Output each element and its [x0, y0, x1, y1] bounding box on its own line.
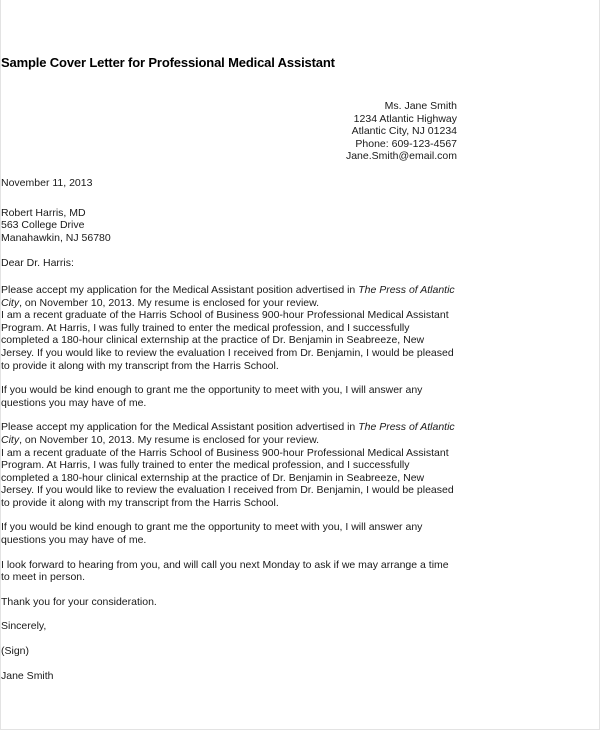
p1-text-before-publication: Please accept my application for the Medical Assistant position advertised in	[1, 283, 359, 296]
body-paragraph-3-detail: I am a recent graduate of the Harris School of Business 900-hour Professional Medical Assistant Program. At Harris, I was fully trained to enter the medical profession, and I successfully completed a 180-hour clinical externship at the practice of Dr. Benjamin in Seabreeze, New Jersey. If you would like to review the evaluation I received from Dr. Benjamin, I would be pleased to provide it along with my transcript from the Harris School.	[1, 446, 454, 509]
body-paragraph-2: If you would be kind enough to grant me the opportunity to meet with you, I will answer any questions you may have of me.	[1, 384, 423, 409]
p3-text-before-publication: Please accept my application for the Medical Assistant position advertised in	[1, 421, 359, 434]
salutation: Dear Dr. Harris:	[1, 257, 74, 270]
sender-phone: Phone: 609-123-4567	[355, 137, 457, 150]
body-paragraph-6: Thank you for your consideration.	[1, 595, 157, 608]
sender-city-state-zip: Atlantic City, NJ 01234	[351, 125, 457, 138]
recipient-address-block	[1, 207, 457, 245]
closing-sincerely: Sincerely,	[1, 620, 47, 633]
p1-publication-name: The Press of Atlantic City	[1, 283, 455, 309]
letter-date: November 11, 2013	[1, 177, 93, 189]
sender-address-block	[1, 100, 457, 163]
letter-body	[1, 177, 457, 694]
signature-placeholder: (Sign)	[1, 645, 30, 658]
sender-name: Ms. Jane Smith	[384, 100, 457, 112]
p3-publication-name: The Press of Atlantic City	[1, 421, 455, 446]
body-paragraph-5: I look forward to hearing from you, and will call you next Monday to ask if we may arrange a time to meet in person.	[1, 558, 449, 584]
body-paragraph-4: If you would be kind enough to grant me the opportunity to meet with you, I will answer any questions you may have of me.	[1, 521, 423, 547]
body-paragraph-1-intro	[1, 284, 457, 309]
p3-text-after-publication: , on November 10, 2013. My resume is enclosed for your review.	[19, 433, 320, 446]
signature-name: Jane Smith	[1, 669, 54, 682]
body-paragraph-3-intro	[1, 421, 457, 446]
recipient-street: 563 College Drive	[1, 219, 85, 232]
body-paragraph-1-detail: I am a recent graduate of the Harris School of Business 900-hour Professional Medical Assistant Program. At Harris, I was fully trained to enter the medical profession, and I successfully completed a 180-hour clinical externship at the practice of Dr. Benjamin in Seabreeze, New Jersey. If you would like to review the evaluation I received from Dr. Benjamin, I would be pleased to provide it along with my transcript from the Harris School.	[1, 309, 454, 372]
sender-email: Jane.Smith@email.com	[345, 150, 457, 163]
page-title: Sample Cover Letter for Professional Medical Assistant	[1, 55, 335, 70]
p1-text-after-publication: , on November 10, 2013. My resume is enclosed for your review.	[19, 296, 320, 309]
recipient-city-state-zip: Manahawkin, NJ 56780	[1, 231, 111, 244]
sender-street: 1234 Atlantic Highway	[353, 112, 457, 125]
recipient-name: Robert Harris, MD	[1, 206, 86, 219]
